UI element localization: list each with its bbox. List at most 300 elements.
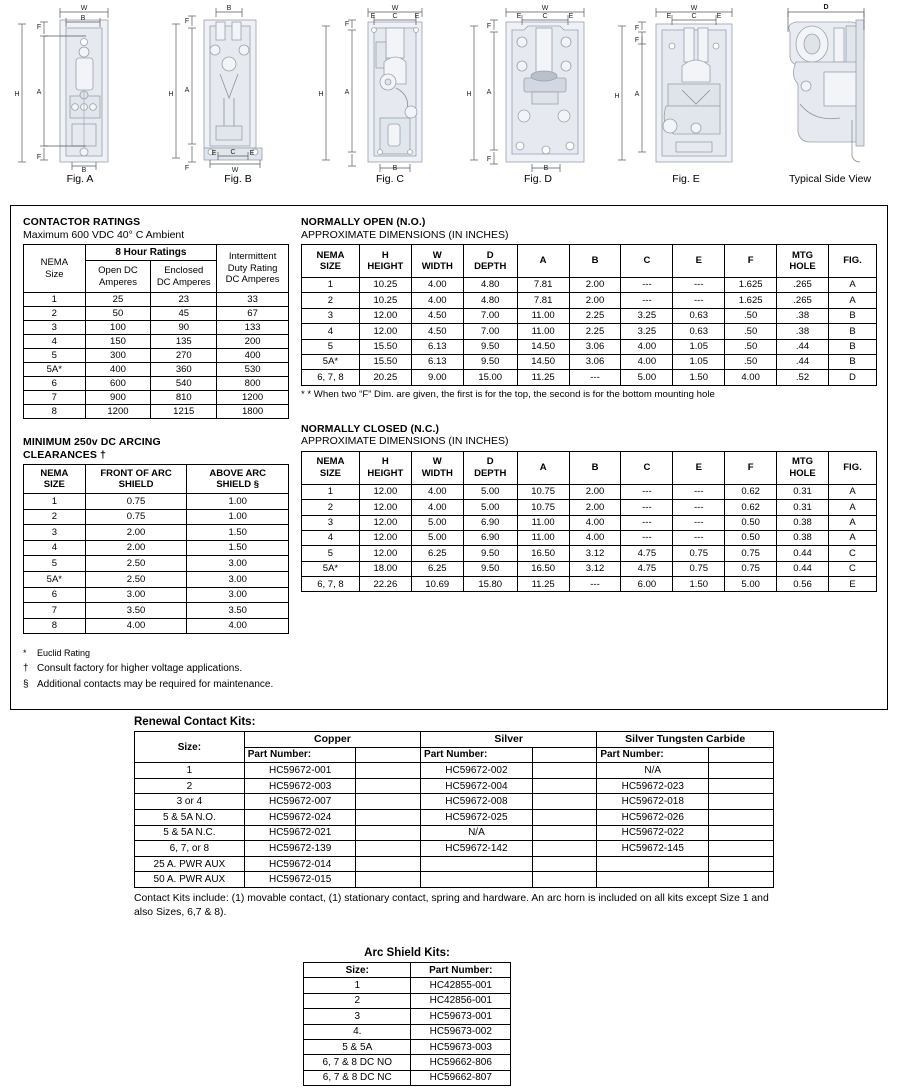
arc-shield-kits-table: [303, 962, 511, 1086]
cell-part-number: HC42856-001: [411, 993, 511, 1008]
cell-mtg: .44: [777, 339, 829, 354]
table-header-row: [24, 465, 289, 494]
cell-stc-part: [597, 872, 709, 888]
table-row: [302, 530, 877, 545]
table-row: [302, 293, 877, 308]
cell-a: 10.75: [517, 484, 569, 499]
cell-open: 900: [85, 391, 151, 405]
figure-c: [316, 0, 464, 200]
cell-stc-part: HC59672-023: [597, 778, 709, 794]
cell-blank: [356, 763, 421, 779]
cell-enclosed: 270: [151, 349, 217, 363]
cell-mtg: 0.38: [777, 515, 829, 530]
cell-d: 9.50: [463, 354, 517, 369]
cell-h: 10.25: [359, 293, 411, 308]
header-a: A: [517, 451, 569, 484]
cell-a: 11.00: [517, 308, 569, 323]
svg-text:A: A: [344, 89, 350, 96]
table-row: [24, 405, 289, 419]
cell-c: ---: [621, 293, 673, 308]
cell-a: 11.00: [517, 515, 569, 530]
table-row: [304, 1024, 511, 1039]
header-line: DC Amperes: [156, 276, 211, 288]
cell-mtg: 0.38: [777, 530, 829, 545]
cell-mtg: 0.31: [777, 500, 829, 515]
cell-size: 25 A. PWR AUX: [135, 856, 245, 872]
cell-open: 100: [85, 321, 151, 335]
cell-c: 4.75: [621, 561, 673, 576]
cell-b: 2.25: [569, 324, 621, 339]
footnote-text: Additional contacts may be required for maintenance.: [37, 679, 274, 690]
cell-stc-part: [597, 856, 709, 872]
cell-h: 12.00: [359, 546, 411, 561]
header-nema-size: [24, 465, 86, 494]
svg-text:E: E: [370, 13, 376, 20]
contactor-ratings-subtitle: Maximum 600 VDC 40° C Ambient: [23, 228, 185, 241]
cell-w: 4.50: [411, 324, 463, 339]
cell-silver-part: [421, 856, 533, 872]
header-above-arc-shield: [187, 465, 289, 494]
cell-d: 9.50: [463, 561, 517, 576]
cell-silver-part: HC59672-008: [421, 794, 533, 810]
figure-b-svg: [160, 0, 316, 172]
cell-c: 6.00: [621, 577, 673, 592]
cell-intermittent: 400: [217, 349, 289, 363]
figure-side-view-caption: Typical Side View: [788, 173, 872, 185]
normally-open-subtitle: APPROXIMATE DIMENSIONS (IN INCHES): [301, 228, 509, 241]
table-row: [304, 1070, 511, 1085]
cell-e: 1.50: [673, 577, 725, 592]
cell-size: 6: [24, 587, 86, 603]
table-row: [302, 515, 877, 530]
header-blank-stc: [709, 747, 774, 763]
table-row: [24, 363, 289, 377]
cell-intermittent: 1800: [217, 405, 289, 419]
figure-strip: [0, 0, 900, 200]
cell-size: 4: [24, 540, 86, 556]
header-mtg-hole: [777, 245, 829, 278]
arcing-clearances-table: [23, 464, 289, 634]
cell-blank: [709, 825, 774, 841]
table-row: [24, 494, 289, 510]
cell-e: ---: [673, 530, 725, 545]
footnote-text: Consult factory for higher voltage applications.: [37, 663, 243, 674]
figure-a-caption: Fig. A: [66, 173, 94, 185]
cell-size: 5: [24, 556, 86, 572]
cell-enclosed: 540: [151, 377, 217, 391]
cell-f: .50: [725, 339, 777, 354]
header-line: ABOVE ARC: [209, 467, 267, 479]
header-line: NEMA: [316, 249, 345, 261]
header-fig: FIG.: [828, 245, 876, 278]
cell-blank: [532, 825, 597, 841]
cell-fig: B: [828, 339, 876, 354]
svg-text:F: F: [634, 37, 640, 44]
header-front-of-arc-shield: [85, 465, 187, 494]
footnote-item: [23, 677, 423, 693]
cell-mtg: .38: [777, 308, 829, 323]
cell-intermittent: 67: [217, 307, 289, 321]
header-line: Duty Rating: [227, 262, 278, 274]
cell-enclosed: 45: [151, 307, 217, 321]
cell-d: 9.50: [463, 339, 517, 354]
cell-e: 1.05: [673, 339, 725, 354]
cell-size: 1: [304, 978, 411, 993]
svg-text:W: W: [231, 167, 239, 172]
footnote-mark: *: [23, 648, 27, 658]
header-height: [359, 245, 411, 278]
cell-size: 2: [302, 500, 360, 515]
header-line: Amperes: [98, 276, 137, 288]
cell-w: 4.00: [411, 293, 463, 308]
cell-b: 3.12: [569, 561, 621, 576]
table-header-row: [135, 732, 774, 748]
cell-d: 7.00: [463, 324, 517, 339]
svg-text:A: A: [486, 89, 492, 96]
cell-h: 12.00: [359, 515, 411, 530]
header-line: W: [432, 456, 442, 468]
table-row: [24, 335, 289, 349]
cell-w: 6.13: [411, 339, 463, 354]
cell-fig: A: [828, 278, 876, 293]
cell-w: 6.25: [411, 546, 463, 561]
cell-d: 6.90: [463, 530, 517, 545]
cell-f: 0.50: [725, 515, 777, 530]
cell-intermittent: 1200: [217, 391, 289, 405]
table-row: [24, 307, 289, 321]
cell-part-number: HC42855-001: [411, 978, 511, 993]
svg-text:F: F: [184, 18, 190, 25]
svg-text:E: E: [211, 150, 217, 157]
figure-b-caption: Fig. B: [224, 173, 252, 185]
cell-silver-part: N/A: [421, 825, 533, 841]
cell-fig: B: [828, 354, 876, 369]
svg-text:C: C: [542, 13, 548, 20]
svg-text:H: H: [614, 93, 620, 100]
footnote-mark: †: [23, 663, 29, 674]
cell-copper-part: HC59672-024: [244, 809, 356, 825]
table-row: [304, 993, 511, 1008]
cell-blank: [709, 841, 774, 857]
cell-a: 11.00: [517, 530, 569, 545]
cell-size: 5A*: [302, 561, 360, 576]
svg-text:H: H: [318, 91, 324, 98]
cell-b: 3.06: [569, 339, 621, 354]
cell-h: 12.00: [359, 500, 411, 515]
svg-text:E: E: [568, 13, 574, 20]
cell-mtg: .265: [777, 293, 829, 308]
cell-w: 10.69: [411, 577, 463, 592]
cell-b: 2.00: [569, 293, 621, 308]
table-row: [304, 1039, 511, 1054]
header-c: C: [621, 451, 673, 484]
svg-text:A: A: [184, 87, 190, 94]
header-e: E: [673, 245, 725, 278]
cell-size: 5 & 5A N.C.: [135, 825, 245, 841]
cell-fig: B: [828, 308, 876, 323]
header-line: D: [486, 456, 494, 468]
cell-c: 4.00: [621, 339, 673, 354]
cell-f: 0.75: [725, 561, 777, 576]
header-f: F: [725, 245, 777, 278]
header-c: C: [621, 245, 673, 278]
header-line: FRONT OF ARC: [100, 467, 172, 479]
cell-fig: A: [828, 500, 876, 515]
figure-e: [612, 0, 760, 200]
figure-c-drawing: [316, 0, 464, 172]
cell-f: .50: [725, 308, 777, 323]
header-line: WIDTH: [421, 467, 453, 479]
header-line: NEMA: [40, 257, 69, 268]
cell-f: .50: [725, 324, 777, 339]
table-row: [135, 856, 774, 872]
cell-front: 2.50: [85, 556, 187, 572]
cell-size: 4: [24, 335, 86, 349]
table-row: [24, 391, 289, 405]
svg-text:A: A: [634, 91, 640, 98]
cell-stc-part: HC59672-026: [597, 809, 709, 825]
cell-size: 2: [302, 293, 360, 308]
cell-part-number: HC59673-003: [411, 1039, 511, 1054]
svg-text:B: B: [543, 165, 549, 172]
cell-b: 2.00: [569, 500, 621, 515]
cell-copper-part: HC59672-007: [244, 794, 356, 810]
cell-blank: [532, 809, 597, 825]
svg-text:H: H: [466, 91, 472, 98]
cell-open: 1200: [85, 405, 151, 419]
header-line: DC Amperes: [225, 274, 280, 286]
cell-c: 3.25: [621, 324, 673, 339]
cell-stc-part: HC59672-022: [597, 825, 709, 841]
cell-blank: [709, 794, 774, 810]
header-line: HOLE: [789, 261, 816, 272]
table-row: [135, 872, 774, 888]
cell-enclosed: 23: [151, 293, 217, 307]
svg-text:B: B: [80, 15, 86, 22]
cell-size: 3: [24, 525, 86, 541]
cell-f: .50: [725, 354, 777, 369]
cell-w: 6.25: [411, 561, 463, 576]
cell-b: 3.12: [569, 546, 621, 561]
cell-mtg: .265: [777, 278, 829, 293]
svg-text:W: W: [80, 5, 88, 12]
header-line: HEIGHT: [367, 261, 404, 272]
figure-c-caption: Fig. C: [375, 173, 404, 185]
cell-open: 600: [85, 377, 151, 391]
figure-side-view: [760, 0, 900, 200]
cell-size: 1: [135, 763, 245, 779]
cell-blank: [356, 809, 421, 825]
cell-blank: [356, 778, 421, 794]
cell-blank: [532, 841, 597, 857]
contactor-ratings-table: [23, 244, 289, 419]
cell-b: 2.25: [569, 308, 621, 323]
cell-open: 25: [85, 293, 151, 307]
normally-open-body: [302, 278, 877, 386]
header-fig: FIG.: [828, 451, 876, 484]
cell-part-number: HC59673-002: [411, 1024, 511, 1039]
header-line: Size: [45, 268, 64, 280]
cell-silver-part: HC59672-002: [421, 763, 533, 779]
table-row: [24, 603, 289, 619]
renewal-contact-kits-title: Renewal Contact Kits:: [134, 716, 256, 728]
cell-size: 3: [24, 321, 86, 335]
header-line: H: [381, 456, 389, 468]
normally-open-dimensions-table: [301, 244, 877, 386]
header-height: [359, 451, 411, 484]
cell-fig: B: [828, 324, 876, 339]
table-row: [24, 571, 289, 587]
cell-fig: A: [828, 484, 876, 499]
cell-a: 11.25: [517, 370, 569, 385]
figure-side-view-drawing: [760, 0, 900, 172]
figure-a-svg: [0, 0, 160, 172]
table-row: [24, 349, 289, 363]
cell-d: 5.00: [463, 484, 517, 499]
contactor-ratings-title: CONTACTOR RATINGS: [23, 216, 141, 228]
header-line: DEPTH: [474, 261, 507, 272]
cell-e: ---: [673, 278, 725, 293]
cell-a: 11.00: [517, 324, 569, 339]
cell-fig: C: [828, 561, 876, 576]
figure-e-caption: Fig. E: [672, 173, 700, 185]
cell-c: 3.25: [621, 308, 673, 323]
svg-text:E: E: [249, 150, 255, 157]
table-row: [304, 978, 511, 993]
cell-mtg: .38: [777, 324, 829, 339]
table-row: [302, 370, 877, 385]
figure-e-svg: [612, 0, 760, 172]
svg-text:W: W: [541, 5, 549, 12]
arc-shield-kits-title: Arc Shield Kits:: [364, 947, 450, 959]
cell-b: ---: [569, 370, 621, 385]
table-row: [135, 841, 774, 857]
contactor-ratings-body: [24, 293, 289, 419]
cell-b: 3.06: [569, 354, 621, 369]
cell-silver-part: [421, 872, 533, 888]
cell-copper-part: HC59672-139: [244, 841, 356, 857]
cell-blank: [532, 872, 597, 888]
cell-a: 14.50: [517, 354, 569, 369]
cell-size: 3: [302, 515, 360, 530]
cell-h: 10.25: [359, 278, 411, 293]
svg-text:W: W: [391, 5, 399, 12]
svg-text:B: B: [392, 165, 398, 172]
cell-copper-part: HC59672-001: [244, 763, 356, 779]
cell-above: 4.00: [187, 618, 289, 634]
header-nema-size: [302, 451, 360, 484]
cell-size: 2: [24, 509, 86, 525]
arc-shield-kits-section: [303, 946, 563, 1086]
svg-text:E: E: [716, 13, 722, 20]
cell-size: 3: [304, 1009, 411, 1024]
cell-d: 15.80: [463, 577, 517, 592]
cell-e: 0.63: [673, 308, 725, 323]
cell-size: 8: [24, 405, 86, 419]
table-row: [24, 321, 289, 335]
svg-text:D: D: [823, 4, 829, 11]
cell-h: 12.00: [359, 308, 411, 323]
figure-a: [0, 0, 160, 200]
header-width: [411, 245, 463, 278]
header-material-silver-tungsten-carbide: Silver Tungsten Carbide: [597, 732, 774, 748]
table-row: [24, 377, 289, 391]
cell-blank: [709, 856, 774, 872]
cell-blank: [709, 778, 774, 794]
header-line: SIZE: [319, 261, 341, 272]
cell-w: 6.13: [411, 354, 463, 369]
cell-c: 4.75: [621, 546, 673, 561]
header-intermittent-duty: [217, 245, 289, 293]
cell-size: 4.: [304, 1024, 411, 1039]
normally-open-note: * * When two “F” Dim. are given, the first is for the top, the second is for the bottom mounting hole: [301, 388, 715, 400]
header-line: MTG: [791, 456, 814, 468]
cell-copper-part: HC59672-021: [244, 825, 356, 841]
table-row: [304, 1009, 511, 1024]
cell-fig: D: [828, 370, 876, 385]
cell-enclosed: 1215: [151, 405, 217, 419]
cell-size: 8: [24, 618, 86, 634]
cell-enclosed: 90: [151, 321, 217, 335]
svg-text:F: F: [36, 24, 42, 31]
cell-size: 5A*: [24, 363, 86, 377]
header-depth: [463, 245, 517, 278]
header-line: Open DC: [98, 265, 138, 276]
figure-e-drawing: [612, 0, 760, 172]
cell-enclosed: 360: [151, 363, 217, 377]
cell-above: 1.50: [187, 525, 289, 541]
cell-blank: [709, 872, 774, 888]
cell-size: 1: [302, 278, 360, 293]
cell-copper-part: HC59672-003: [244, 778, 356, 794]
cell-fig: A: [828, 515, 876, 530]
cell-blank: [356, 794, 421, 810]
cell-size: 5A*: [302, 354, 360, 369]
cell-blank: [356, 825, 421, 841]
cell-enclosed: 810: [151, 391, 217, 405]
cell-size: 5: [302, 546, 360, 561]
arc-shield-kits-body: [304, 978, 511, 1086]
cell-above: 3.00: [187, 556, 289, 572]
table-row: [302, 354, 877, 369]
cell-size: 4: [302, 324, 360, 339]
renewal-contact-kits-table: [134, 731, 774, 888]
svg-text:F: F: [36, 154, 42, 161]
cell-size: 2: [304, 993, 411, 1008]
cell-mtg: .44: [777, 354, 829, 369]
header-line: D: [486, 249, 494, 261]
cell-h: 22.26: [359, 577, 411, 592]
cell-size: 4: [302, 530, 360, 545]
cell-front: 0.75: [85, 494, 187, 510]
cell-part-number: HC59673-001: [411, 1009, 511, 1024]
cell-open: 150: [85, 335, 151, 349]
cell-above: 1.00: [187, 494, 289, 510]
cell-fig: C: [828, 546, 876, 561]
cell-mtg: 0.31: [777, 484, 829, 499]
cell-above: 3.50: [187, 603, 289, 619]
cell-f: 5.00: [725, 577, 777, 592]
table-row: [135, 794, 774, 810]
cell-f: 0.50: [725, 530, 777, 545]
table-row: [24, 509, 289, 525]
cell-f: 1.625: [725, 278, 777, 293]
header-line: W: [432, 249, 442, 261]
table-row: [135, 778, 774, 794]
svg-text:B: B: [81, 167, 87, 172]
cell-f: 0.75: [725, 546, 777, 561]
cell-stc-part: HC59672-018: [597, 794, 709, 810]
